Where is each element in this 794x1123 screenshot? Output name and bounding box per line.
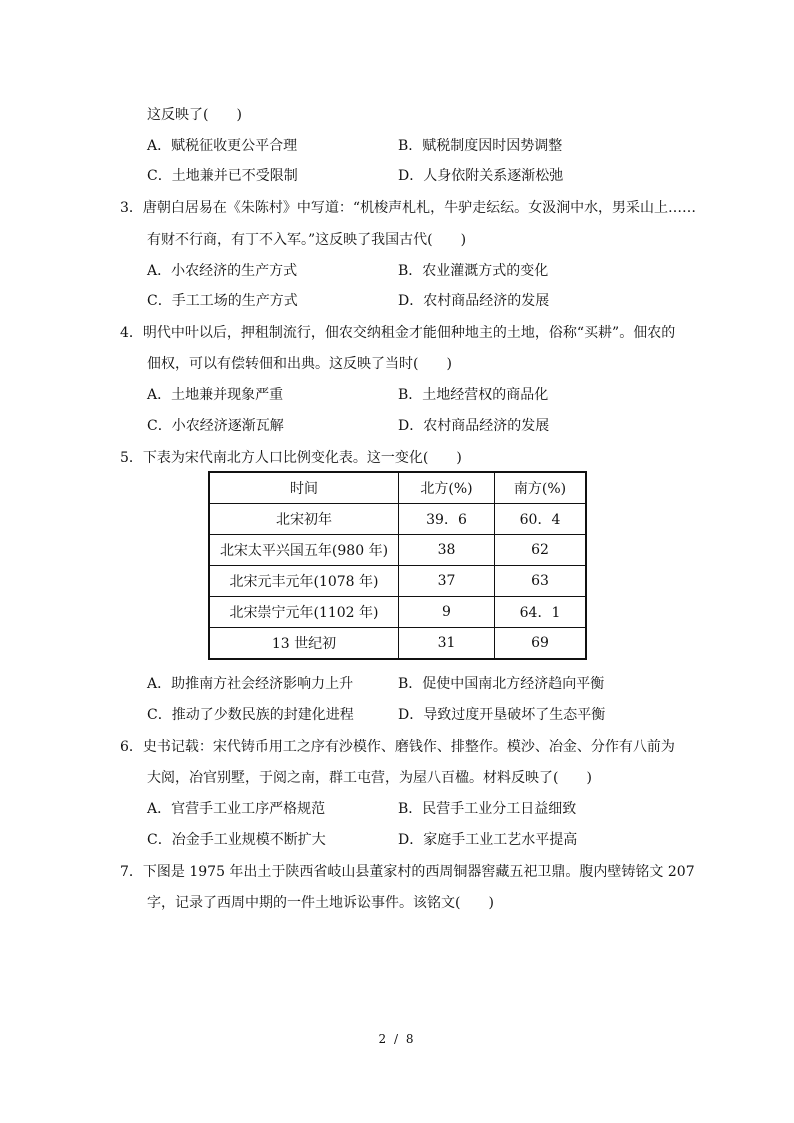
q6-option-d: D．家庭手工业工艺水平提高 xyxy=(398,832,578,848)
q5-option-a: A．助推南方社会经济影响力上升 xyxy=(147,676,354,692)
table-cell-time: 北宋元丰元年(1078 年) xyxy=(209,566,399,597)
table-cell-time: 北宋崇宁元年(1102 年) xyxy=(209,597,399,628)
q3-stem-line2: 有财不行商，有丁不入军。”这反映了我国古代( ) xyxy=(147,232,467,248)
q2-tail-text: 这反映了( ) xyxy=(147,107,242,123)
q4-option-d: D．农村商品经济的发展 xyxy=(398,418,550,434)
q4-stem-line1: 4．明代中叶以后，押租制流行，佃农交纳租金才能佃种地主的土地，俗称“买耕”。佃农的 xyxy=(120,325,676,341)
table-cell-north: 39．6 xyxy=(399,504,495,535)
page-number: 2 / 8 xyxy=(378,1032,416,1046)
q6-stem-line2: 大阅，冶官别墅，于阅之南，群工屯营，为屋八百楹。材料反映了( ) xyxy=(147,770,592,786)
table-row xyxy=(209,566,586,597)
table-row xyxy=(209,597,586,628)
q2-option-d: D．人身依附关系逐渐松弛 xyxy=(398,168,564,184)
table-header-time: 时间 xyxy=(209,472,399,504)
q4-stem-line2: 佃权，可以有偿转佃和出典。这反映了当时( ) xyxy=(147,356,452,372)
table-cell-south: 64．1 xyxy=(495,597,587,628)
q3-stem-line1: 3．唐朝白居易在《朱陈村》中写道：“机梭声札札，牛驴走纭纭。女汲涧中水，男采山上…… xyxy=(120,200,697,216)
table-header-north: 北方(%) xyxy=(399,472,495,504)
q3-option-d: D．农村商品经济的发展 xyxy=(398,293,550,309)
q5-option-b: B．促使中国南北方经济趋向平衡 xyxy=(398,676,605,692)
table-row xyxy=(209,535,586,566)
q6-option-b: B．民营手工业分工日益细致 xyxy=(398,801,577,817)
table-cell-north: 38 xyxy=(399,535,495,566)
table-row xyxy=(209,504,586,535)
table-header-south: 南方(%) xyxy=(495,472,587,504)
table-cell-south: 60．4 xyxy=(495,504,587,535)
population-table xyxy=(208,471,587,660)
q4-option-a: A．土地兼并现象严重 xyxy=(147,387,284,403)
q7-stem-line1: 7．下图是 1975 年出土于陕西省岐山县董家村的西周铜器窖藏五祀卫鼎。腹内壁铸铭文 207 xyxy=(120,864,695,880)
table-cell-time: 13 世纪初 xyxy=(209,628,399,660)
q7-stem-line2: 字，记录了西周中期的一件土地诉讼事件。该铭文( ) xyxy=(147,895,494,911)
q4-option-c: C．小农经济逐渐瓦解 xyxy=(147,418,284,434)
q5-option-c: C．推动了少数民族的封建化进程 xyxy=(147,707,354,723)
table-cell-north: 9 xyxy=(399,597,495,628)
q3-option-b: B．农业灌溉方式的变化 xyxy=(398,263,549,279)
q6-option-a: A．官营手工业工序严格规范 xyxy=(147,801,326,817)
q2-option-a: A．赋税征收更公平合理 xyxy=(147,138,298,154)
q2-option-b: B．赋税制度因时因势调整 xyxy=(398,138,563,154)
q5-stem-line1: 5．下表为宋代南北方人口比例变化表。这一变化( ) xyxy=(120,450,462,466)
q3-option-a: A．小农经济的生产方式 xyxy=(147,263,298,279)
table-cell-time: 北宋太平兴国五年(980 年) xyxy=(209,535,399,566)
table-cell-north: 31 xyxy=(399,628,495,660)
q2-option-c: C．土地兼并已不受限制 xyxy=(147,168,298,184)
table-row xyxy=(209,628,586,660)
q5-option-d: D．导致过度开垦破坏了生态平衡 xyxy=(398,707,606,723)
q4-option-b: B．土地经营权的商品化 xyxy=(398,387,549,403)
table-header-row xyxy=(209,472,586,504)
q6-stem-line1: 6．史书记载：宋代铸币用工之序有沙模作、磨钱作、排整作。模沙、冶金、分作有八前为 xyxy=(120,739,675,755)
table-cell-north: 37 xyxy=(399,566,495,597)
q3-option-c: C．手工工场的生产方式 xyxy=(147,293,298,309)
table-cell-south: 62 xyxy=(495,535,587,566)
table-cell-south: 69 xyxy=(495,628,587,660)
q6-option-c: C．冶金手工业规模不断扩大 xyxy=(147,832,326,848)
table-cell-south: 63 xyxy=(495,566,587,597)
table-cell-time: 北宋初年 xyxy=(209,504,399,535)
